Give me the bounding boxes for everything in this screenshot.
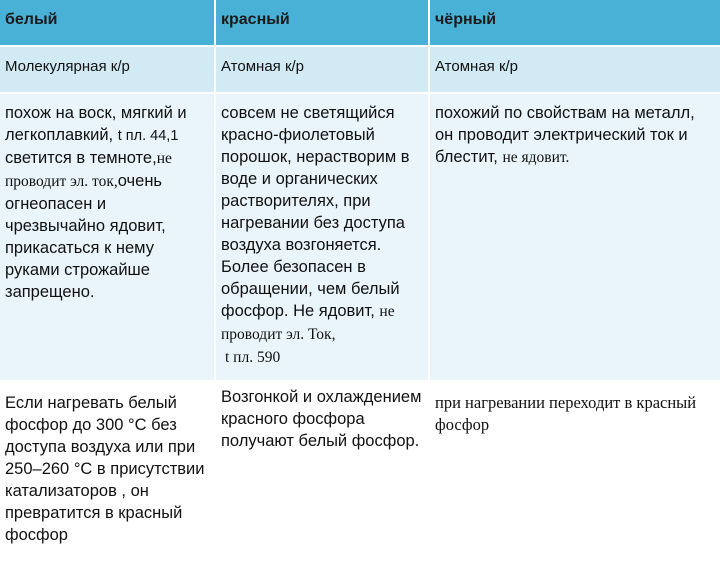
lattice-white: Молекулярная к/р <box>0 46 215 93</box>
white-melting-point: t пл. 44,1 <box>117 128 179 144</box>
header-white: белый <box>0 0 215 46</box>
properties-row <box>0 93 720 381</box>
header-black: чёрный <box>429 0 720 46</box>
red-props-text-1: совсем не светящийся красно-фиолетовый порошок, нерастворим в воде и органических растворителях, при нагревании без доступа воздуха возгоняется. Более безопасен в обращении, чем белый фосфор. Не ядовит, <box>221 104 410 320</box>
properties-white <box>0 93 215 381</box>
red-melting-point: t пл. 590 <box>225 349 281 366</box>
black-props-text-2: не ядовит. <box>502 149 570 166</box>
properties-red <box>215 93 429 381</box>
white-props-text-3: не проводит эл. ток, <box>5 150 172 190</box>
header-red: красный <box>215 0 429 46</box>
white-props-text-2: светится в темноте, <box>5 149 157 167</box>
white-props-text-4: очень огнеопасен и чрезвычайно ядовит, прикасаться к нему руками строжайше запрещено. <box>5 172 166 301</box>
white-props-text-1: похож на воск, мягкий и легкоплавкий, <box>5 104 187 144</box>
obtaining-row <box>0 381 720 566</box>
lattice-red: Атомная к/р <box>215 46 429 93</box>
obtaining-red: Возгонкой и охлаждением красного фосфора получают белый фосфор. <box>215 381 429 566</box>
obtaining-white: Если нагревать белый фосфор до 300 °С без доступа воздуха или при 250–260 °С в присутствии катализаторов , он превратится в красный фосфор <box>0 381 215 566</box>
header-row <box>0 0 720 46</box>
lattice-type-row <box>0 46 720 93</box>
lattice-black: Атомная к/р <box>429 46 720 93</box>
obtaining-black: при нагревании переходит в красный фосфор <box>429 381 720 566</box>
black-props-text-1: похожий по свойствам на металл, он проводит электрический ток и блестит, <box>435 104 695 166</box>
red-props-text-2: не проводит эл. Ток, <box>221 303 395 343</box>
properties-black <box>429 93 720 381</box>
